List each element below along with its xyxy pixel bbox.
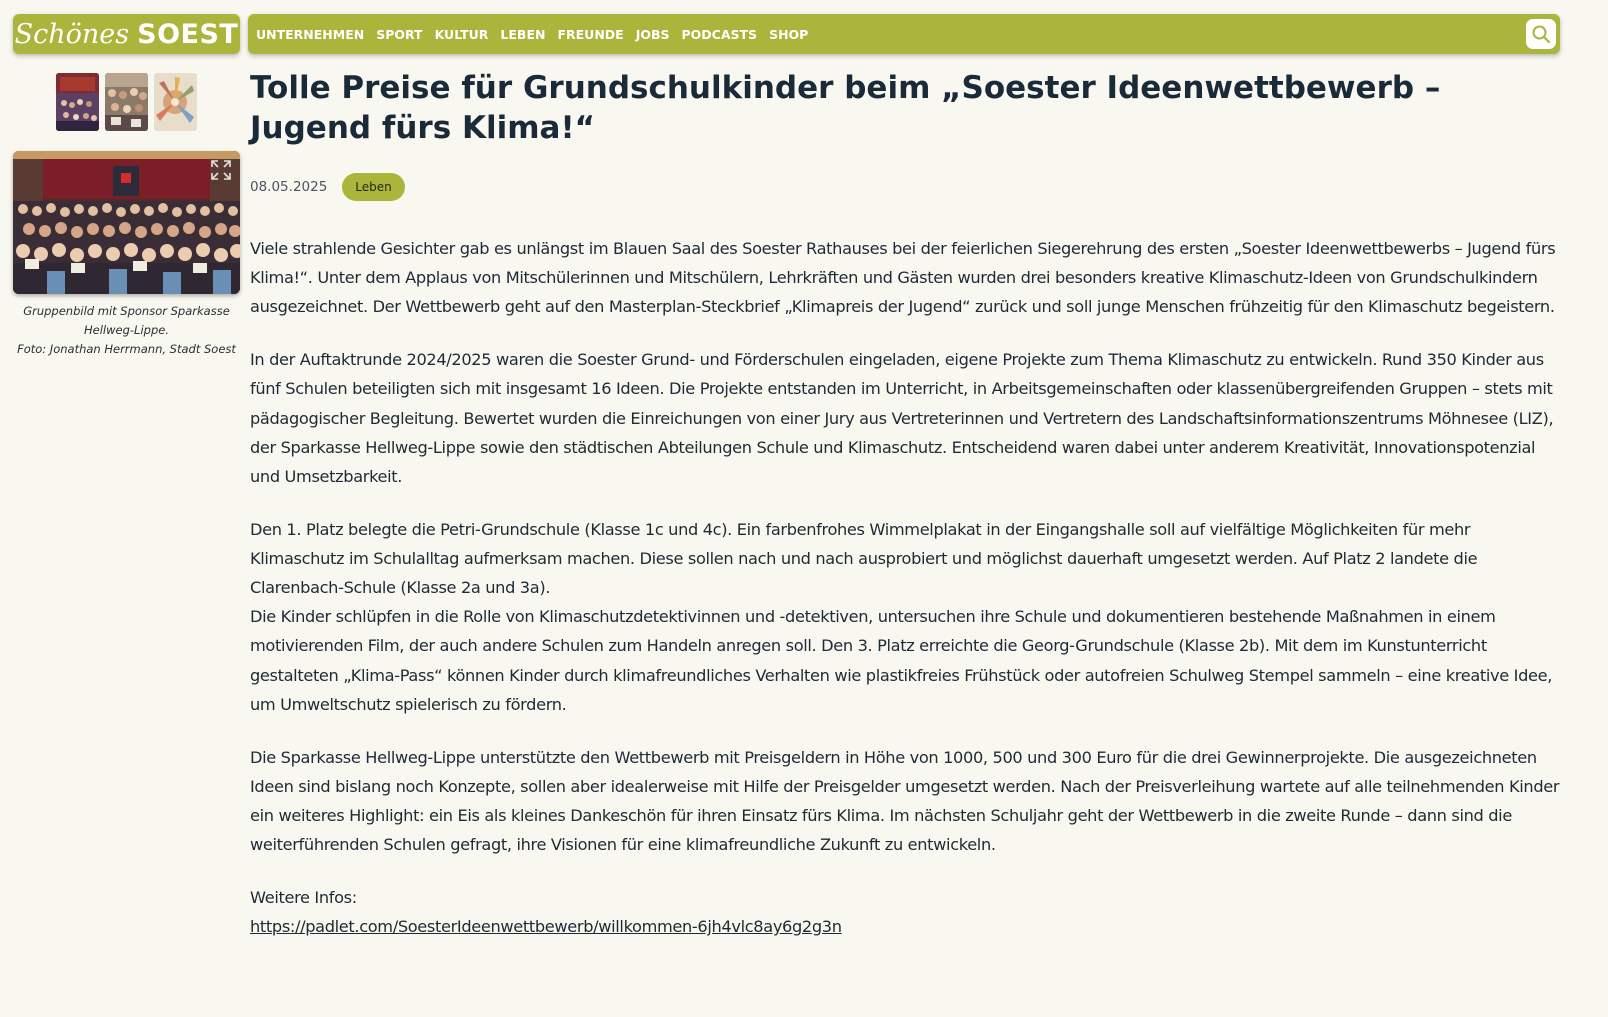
nav-item-shop[interactable]: SHOP [769,26,809,42]
gallery-thumbnail[interactable] [105,73,148,131]
nav-item-freunde[interactable]: FREUNDE [557,26,624,42]
more-info-link[interactable]: https://padlet.com/SoesterIdeenwettbewerb/willkommen-6jh4vlc8ay6g2g3n [250,917,842,937]
more-info-label: Weitere Infos: [250,887,357,907]
category-badge[interactable]: Leben [342,173,404,201]
article-paragraph: Die Kinder schlüpfen in die Rolle von Klimaschutzdetektivinnen und -detektiven, untersuchen ihre Schule und dokumentieren bestehende Maßnahmen in einem motivierenden Film, der auch andere Schulen zum Handeln anregen soll. Den 3. Platz erreichte die Georg-Grundschule (Klasse 2b). Mit dem im Kunstunterricht gestalteten „Klima-Pass“ können Kinder durch klimafreundliches Verhalten wie plastikfreies Frühstück oder autofreien Schulweg Stempel sammeln – eine kreative Idee, um Umweltschutz spielerisch zu fördern. [250,607,1553,714]
gallery-thumbnail[interactable] [154,73,197,131]
photo-caption [13,302,240,359]
search-button[interactable] [1526,19,1556,49]
main-nav [248,14,1560,54]
nav-item-sport[interactable]: SPORT [376,26,423,42]
expand-icon[interactable] [210,159,232,181]
logo-caps-text: SOEST [137,18,239,50]
article-date: 08.05.2025 [250,179,328,195]
caption-credit: Foto: Jonathan Herrmann, Stadt Soest [17,342,236,356]
caption-line: Gruppenbild mit Sponsor Sparkasse [23,304,230,318]
nav-item-jobs[interactable]: JOBS [635,26,670,42]
gallery-thumbnail[interactable] [56,73,99,131]
article [250,68,1568,941]
article-paragraph: Den 1. Platz belegte die Petri-Grundschule (Klasse 1c und 4c). Ein farbenfrohes Wimmelplakat in der Eingangshalle soll auf vielfältige Möglichkeiten für mehr Klimaschutz im Schulalltag aufmerksam machen. Diese sollen nach und nach ausprobiert und möglichst dauerhaft umgesetzt werden. Auf Platz 2 landete die Clarenbach-Schule (Klasse 2a und 3a). [250,519,1478,598]
caption-line: Hellweg-Lippe. [84,323,169,337]
gallery-thumbnails [56,73,197,131]
group-photo-image [13,151,240,294]
article-paragraph: Viele strahlende Gesichter gab es unlängst im Blauen Saal des Soester Rathauses bei der feierlichen Siegerehrung des ersten „Soester Ideenwettbewerbs – Jugend fürs Klima!“. Unter dem Applaus von Mitschülerinnen und Mitschülern, Lehrkräften und Gästen wurden drei besonders kreative Klimaschutz-Ideen von Grundschulkindern ausgezeichnet. Der Wettbewerb geht auf den Masterplan-Steckbrief „Klimapreis der Jugend“ zurück und soll junge Menschen frühzeitig für den Klimaschutz begeistern. [250,239,1556,317]
site-logo[interactable] [13,14,240,54]
article-title: Tolle Preise für Grundschulkinder beim „Soester Ideenwettbewerb – Jugend fürs Klima!“ [250,70,1441,146]
search-icon [1531,24,1551,44]
article-photo[interactable] [13,151,240,294]
nav-item-leben[interactable]: LEBEN [500,26,546,42]
article-meta [250,173,1568,201]
article-body [250,234,1568,941]
nav-item-unternehmen[interactable]: UNTERNEHMEN [256,26,365,42]
article-paragraph: In der Auftaktrunde 2024/2025 waren die Soester Grund- und Förderschulen eingeladen, eigene Projekte zum Thema Klimaschutz zu entwickeln. Rund 350 Kinder aus fünf Schulen beteiligten sich mit insgesamt 16 Ideen. Die Projekte entstanden im Unterricht, in Arbeitsgemeinschaften oder klassenübergreifenden Gruppen – stets mit pädagogischer Begleitung. Bewertet wurden die Einreichungen von einer Jury aus Vertreterinnen und Vertretern des Landschaftsinformationszentrums Möhnesee (LIZ), der Sparkasse Hellweg-Lippe sowie den städtischen Abteilungen Schule und Klimaschutz. Entscheidend waren dabei unter anderem Kreativität, Innovationspotenzial und Umsetzbarkeit. [250,350,1554,486]
article-paragraph: Die Sparkasse Hellweg-Lippe unterstützte den Wettbewerb mit Preisgeldern in Höhe von 1000, 500 und 300 Euro für die drei Gewinnerprojekte. Die ausgezeichneten Ideen sind bislang noch Konzepte, sollen aber idealerweise mit Hilfe der Preisgelder umgesetzt werden. Nach der Preisverleihung wartete auf alle teilnehmenden Kinder ein weiteres Highlight: ein Eis als kleines Dankeschön für ihren Einsatz fürs Klima. Im nächsten Schuljahr geht der Wettbewerb in die zweite Runde – dann sind die weiterführenden Schulen gefragt, ihre Visionen für eine klimafreundliche Zukunft zu entwickeln. [250,747,1560,855]
nav-item-kultur[interactable]: KULTUR [434,26,489,42]
nav-item-podcasts[interactable]: PODCASTS [681,26,758,42]
logo-script-text: Schönes [14,18,130,50]
